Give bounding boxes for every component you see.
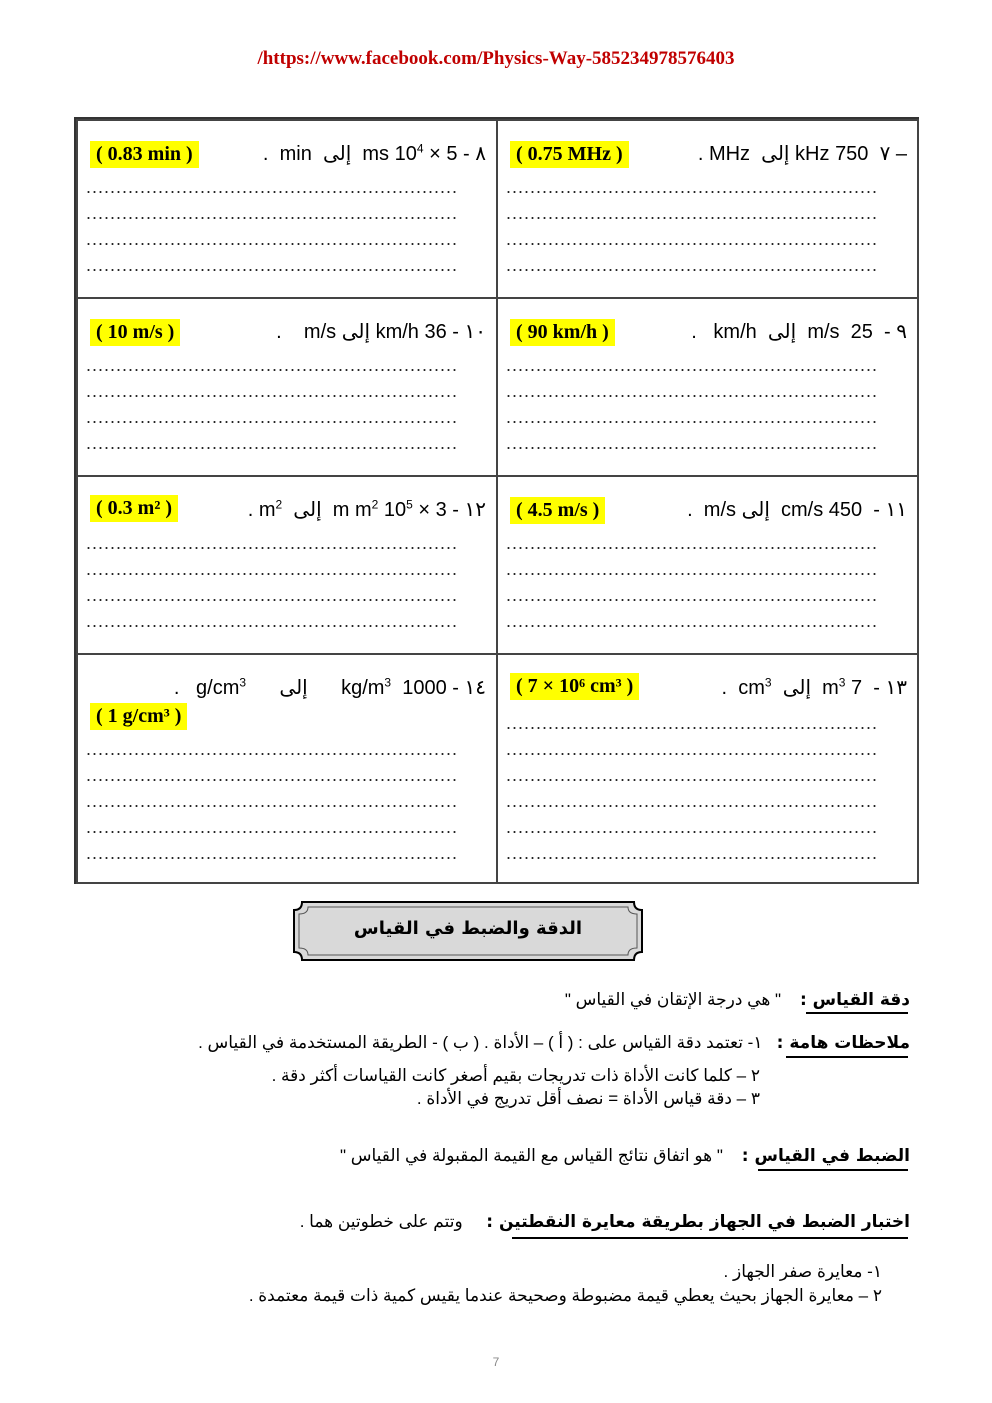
- dotted-line: ..............................................................: [86, 355, 459, 375]
- dotted-line: ..............................................................: [86, 559, 459, 579]
- note-2: ٢ – كلما كانت الأداة ذات تدريجات بقيم أصغر كانت القياسات أكثر دقة .: [271, 1066, 760, 1085]
- problem-cell-8: [76, 119, 498, 299]
- dotted-line: ..............................................................: [506, 203, 879, 223]
- dotted-line: ..............................................................: [86, 611, 459, 631]
- dotted-line: ..............................................................: [86, 229, 459, 249]
- notes-line-1: [198, 1033, 910, 1053]
- dotted-line: ..............................................................: [86, 203, 459, 223]
- problem-cell-11: [496, 475, 919, 655]
- header-link[interactable]: /https://www.facebook.com/Physics-Way-585234978576403: [257, 48, 735, 69]
- problem-8-answer: ( 0.83 min ): [90, 141, 199, 168]
- problem-7-answer: ( 0.75 MHz ): [510, 141, 629, 168]
- notes-term: ملاحظات هامة :: [776, 1033, 910, 1053]
- problem-8-question: ٨ - $5 \times 10^4$ ms إلى min .: [262, 141, 486, 165]
- dotted-line: ..............................................................: [86, 791, 459, 811]
- accuracy-def: " هي درجة الإتقان في القياس ": [564, 990, 782, 1009]
- notes-underline: [786, 1056, 908, 1058]
- problem-cell-7: [496, 119, 919, 299]
- step-1: ١- معايرة صفر الجهاز .: [723, 1262, 882, 1281]
- problem-cell-13: [496, 653, 919, 884]
- dotted-line: ..............................................................: [86, 177, 459, 197]
- dotted-line: ..............................................................: [506, 559, 879, 579]
- dotted-line: ..............................................................: [86, 533, 459, 553]
- dotted-line: ..............................................................: [506, 585, 879, 605]
- calibration-def: وتتم على خطوتين هما .: [299, 1212, 463, 1231]
- dotted-line: ..............................................................: [86, 843, 459, 863]
- problem-9-answer: ( 90 km/h ): [510, 319, 615, 346]
- calibration-term: اختبار الضبط في الجهاز بطريقة معايرة النقطتين :: [486, 1212, 910, 1232]
- problem-10-answer: ( 10 m/s ): [90, 319, 180, 346]
- dotted-line: ..............................................................: [506, 533, 879, 553]
- problem-7-question: – ٧ 750 kHz إلى MHz .: [697, 143, 907, 165]
- dotted-line: ..............................................................: [506, 355, 879, 375]
- dotted-line: ..............................................................: [506, 407, 879, 427]
- precision-definition: [340, 1146, 910, 1166]
- problem-14-answer: ( 1 g/cm³ ): [90, 703, 187, 730]
- accuracy-definition: [565, 990, 910, 1010]
- problem-13-answer: ( 7 × 10⁶ cm³ ): [510, 673, 639, 700]
- problem-12-question: ١٢ - $3 \times 10^5$ m $m^2$ إلى $m^2$ .: [247, 497, 486, 521]
- problem-cell-12: [76, 475, 498, 655]
- dotted-line: ..............................................................: [506, 177, 879, 197]
- dotted-line: ..............................................................: [506, 381, 879, 401]
- problem-14-question: ١٤ - 1000 $kg/m^3$ إلى $g/cm^3$ .: [173, 675, 486, 699]
- problem-cell-9: [496, 297, 919, 477]
- problem-9-question: ٩ - 25 m/s إلى km/h .: [691, 321, 907, 343]
- accuracy-term: دقة القياس :: [799, 990, 910, 1010]
- precision-term: الضبط في القياس :: [741, 1146, 910, 1166]
- dotted-line: ..............................................................: [86, 817, 459, 837]
- dotted-line: ..............................................................: [86, 255, 459, 275]
- dotted-line: ..............................................................: [506, 713, 879, 733]
- problem-13-question: ١٣ - 7 $m^3$ إلى $cm^3$ .: [721, 675, 907, 699]
- dotted-line: ..............................................................: [506, 765, 879, 785]
- precision-def: " هو اتفاق نتائج القياس مع القيمة المقبولة في القياس ": [339, 1146, 723, 1165]
- calibration-underline: [512, 1237, 908, 1239]
- dotted-line: ..............................................................: [506, 843, 879, 863]
- problems-grid: [74, 117, 919, 884]
- dotted-line: ..............................................................: [506, 255, 879, 275]
- dotted-line: ..............................................................: [506, 791, 879, 811]
- dotted-line: ..............................................................: [86, 585, 459, 605]
- dotted-line: ..............................................................: [506, 433, 879, 453]
- precision-underline: [758, 1169, 908, 1171]
- page-number: 7: [492, 1355, 500, 1369]
- problem-cell-10: [76, 297, 498, 477]
- note-1: ١- تعتمد دقة القياس على : ( أ ) – الأداة . ( ب ) - الطريقة المستخدمة في القياس .: [198, 1033, 763, 1052]
- dotted-line: ..............................................................: [506, 739, 879, 759]
- problem-11-question: ١١ - 450 cm/s إلى m/s .: [687, 499, 907, 521]
- dotted-line: ..............................................................: [86, 433, 459, 453]
- section-title-box: [292, 900, 644, 962]
- dotted-line: ..............................................................: [86, 739, 459, 759]
- problem-11-answer: ( 4.5 m/s ): [510, 497, 605, 524]
- dotted-line: ..............................................................: [86, 765, 459, 785]
- dotted-line: ..............................................................: [506, 817, 879, 837]
- step-2: ٢ – معايرة الجهاز بحيث يعطي قيمة مضبوطة وصحيحة عندما يقيس كمية ذات قيمة معتمدة .: [248, 1286, 882, 1305]
- dotted-line: ..............................................................: [506, 611, 879, 631]
- accuracy-underline: [806, 1012, 908, 1014]
- problem-12-answer: ( 0.3 m² ): [90, 495, 178, 522]
- calibration-test: [300, 1212, 910, 1232]
- problem-cell-14: [76, 653, 498, 884]
- problem-10-question: ١٠ - 36 km/h إلى m/s .: [276, 321, 486, 343]
- dotted-line: ..............................................................: [86, 381, 459, 401]
- dotted-line: ..............................................................: [506, 229, 879, 249]
- section-title: الدقة والضبط في القياس: [353, 918, 583, 939]
- note-3: ٣ – دقة قياس الأداة = نصف أقل تدريج في الأداة .: [416, 1089, 760, 1108]
- dotted-line: ..............................................................: [86, 407, 459, 427]
